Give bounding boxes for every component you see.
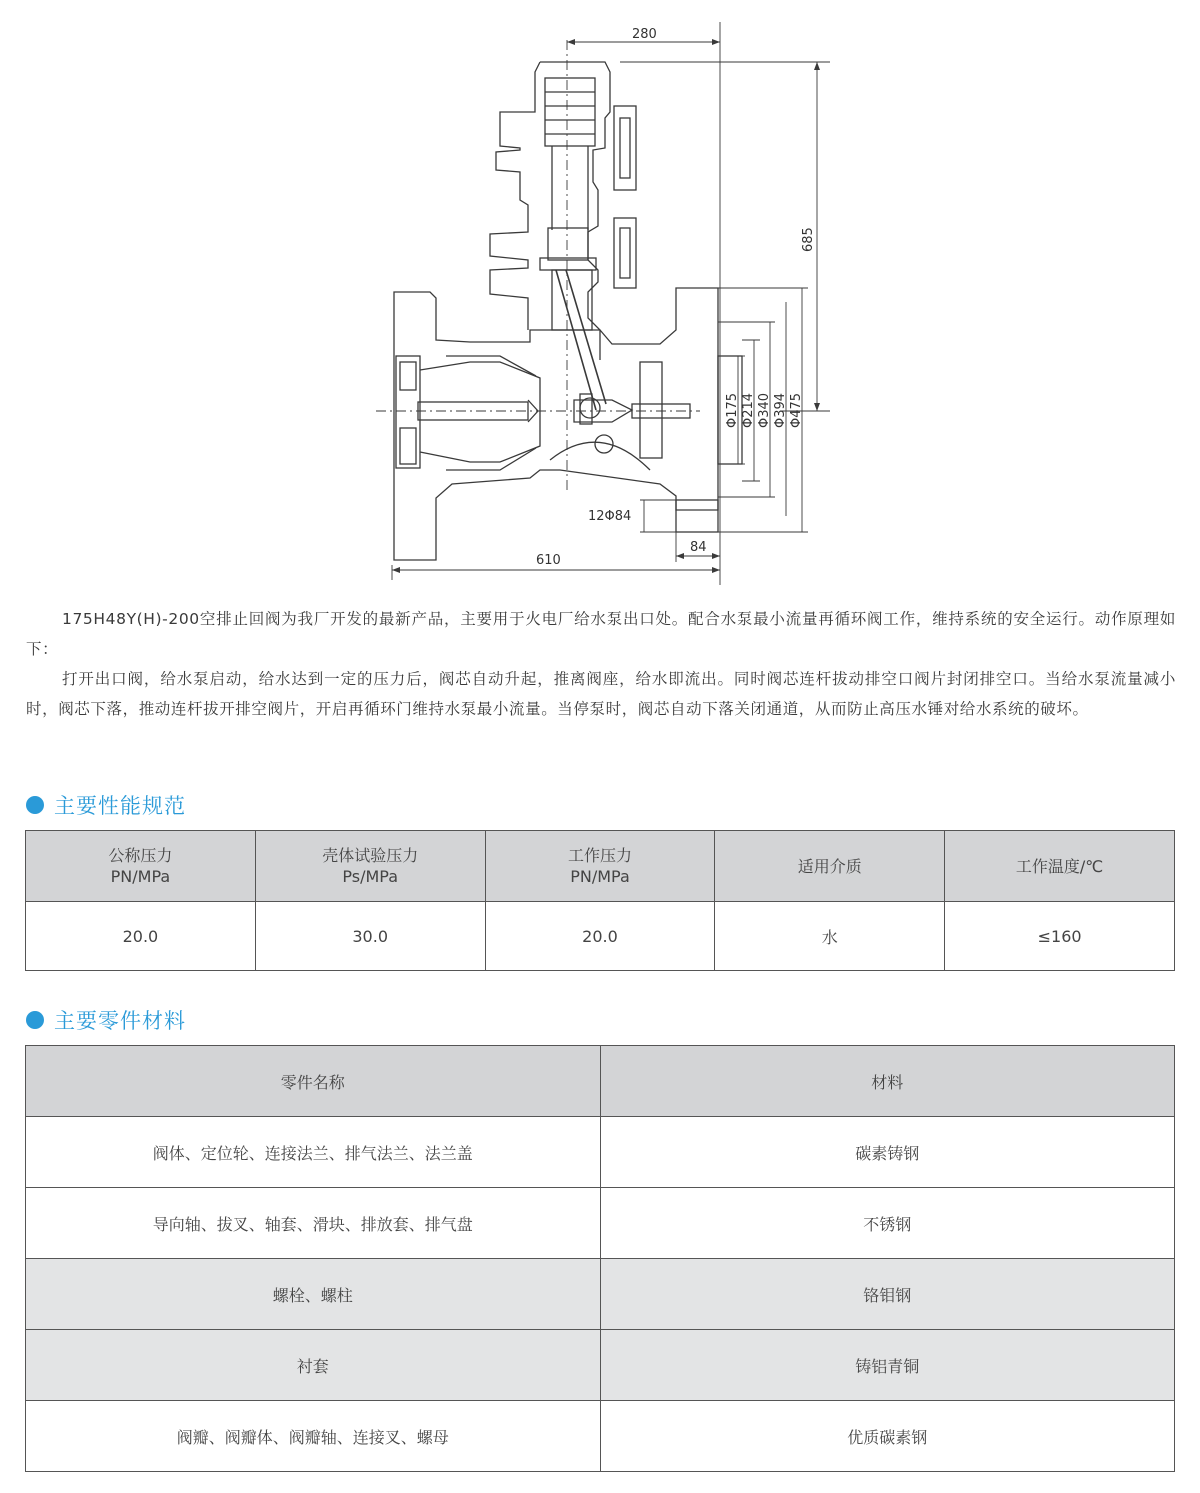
intro-paragraph-1: 175H48Y(H)-200空排止回阀为我厂开发的最新产品，主要用于火电厂给水泵出口处。配合水泵最小流量再循环阀工作，维持系统的安全运行。动作原理如下： — [26, 610, 1176, 658]
spec-value-row — [26, 902, 1175, 971]
dim-685: 685 — [801, 227, 816, 252]
part-name-cell: 阀体、定位轮、连接法兰、排气法兰、法兰盖 — [26, 1117, 601, 1188]
stem-packing — [545, 78, 595, 146]
material-cell: 优质碳素钢 — [600, 1401, 1175, 1472]
intro-paragraph-2: 打开出口阀，给水泵启动，给水达到一定的压力后，阀芯自动升起，推离阀座，给水即流出。同时阀芯连杆拔动排空口阀片封闭排空口。当给水泵流量减小时，阀芯下落，推动连杆拔开排空阀片，开启再循环门维持水泵最小流量。当停泵时，阀芯自动下落关闭通道，从而防止高压水锤对给水系统的破坏。 — [26, 670, 1176, 718]
spec-value-cell: 20.0 — [485, 902, 715, 971]
material-cell: 不锈钢 — [600, 1188, 1175, 1259]
dim-phi340: Φ340 — [757, 392, 772, 428]
table-row — [26, 1259, 1175, 1330]
bonnet-outline-left — [490, 62, 540, 330]
part-name-cell: 螺栓、螺柱 — [26, 1259, 601, 1330]
table-row — [26, 1188, 1175, 1259]
materials-header-cell: 材料 — [600, 1046, 1175, 1117]
spec-value-cell: 水 — [715, 902, 945, 971]
spec-header-cell: 工作温度/℃ — [945, 831, 1175, 902]
spec-table — [25, 830, 1175, 971]
material-cell: 铸铝青铜 — [600, 1330, 1175, 1401]
bullet-dot-icon — [26, 796, 44, 814]
spec-title-text: 主要性能规范 — [54, 794, 186, 818]
dim-phi394: Φ394 — [773, 392, 788, 428]
spec-value-cell: 30.0 — [255, 902, 485, 971]
materials-title-text: 主要零件材料 — [54, 1009, 186, 1033]
spec-header-cell: 公称压力 PN/MPa — [26, 831, 256, 902]
material-cell: 铬钼钢 — [600, 1259, 1175, 1330]
valve-technical-drawing — [0, 0, 1200, 592]
part-name-cell: 阀瓣、阀瓣体、阀瓣轴、连接叉、螺母 — [26, 1401, 601, 1472]
materials-table — [25, 1045, 1175, 1472]
spec-value-cell: ≤160 — [945, 902, 1175, 971]
dim-phi475: Φ475 — [789, 392, 804, 428]
spec-header-row — [26, 831, 1175, 902]
spec-value-cell: 20.0 — [26, 902, 256, 971]
bonnet-outline — [540, 62, 610, 360]
part-name-cell: 导向轴、拔叉、轴套、滑块、排放套、排气盘 — [26, 1188, 601, 1259]
materials-header-cell: 零件名称 — [26, 1046, 601, 1117]
disc — [420, 362, 540, 462]
dim-12phi84: 12Φ84 — [588, 509, 632, 524]
table-row — [26, 1117, 1175, 1188]
spec-header-cell: 适用介质 — [715, 831, 945, 902]
part-name-cell: 衬套 — [26, 1330, 601, 1401]
material-cell: 碳素铸钢 — [600, 1117, 1175, 1188]
linkage-rod — [556, 270, 596, 410]
table-row — [26, 1330, 1175, 1401]
bullet-dot-icon — [26, 1011, 44, 1029]
body-outline — [394, 288, 718, 560]
dim-phi214: Φ214 — [741, 392, 756, 428]
spec-header-cell: 壳体试验压力 Ps/MPa — [255, 831, 485, 902]
spec-header-cell: 工作压力 PN/MPa — [485, 831, 715, 902]
dim-84: 84 — [690, 540, 707, 555]
dim-280: 280 — [632, 27, 657, 42]
materials-section-title — [26, 1005, 186, 1035]
intro-text — [26, 604, 1176, 724]
table-row — [26, 1401, 1175, 1472]
dim-610: 610 — [536, 553, 561, 568]
spec-section-title — [26, 790, 186, 820]
dim-phi175: Φ175 — [725, 392, 740, 428]
materials-header-row — [26, 1046, 1175, 1117]
